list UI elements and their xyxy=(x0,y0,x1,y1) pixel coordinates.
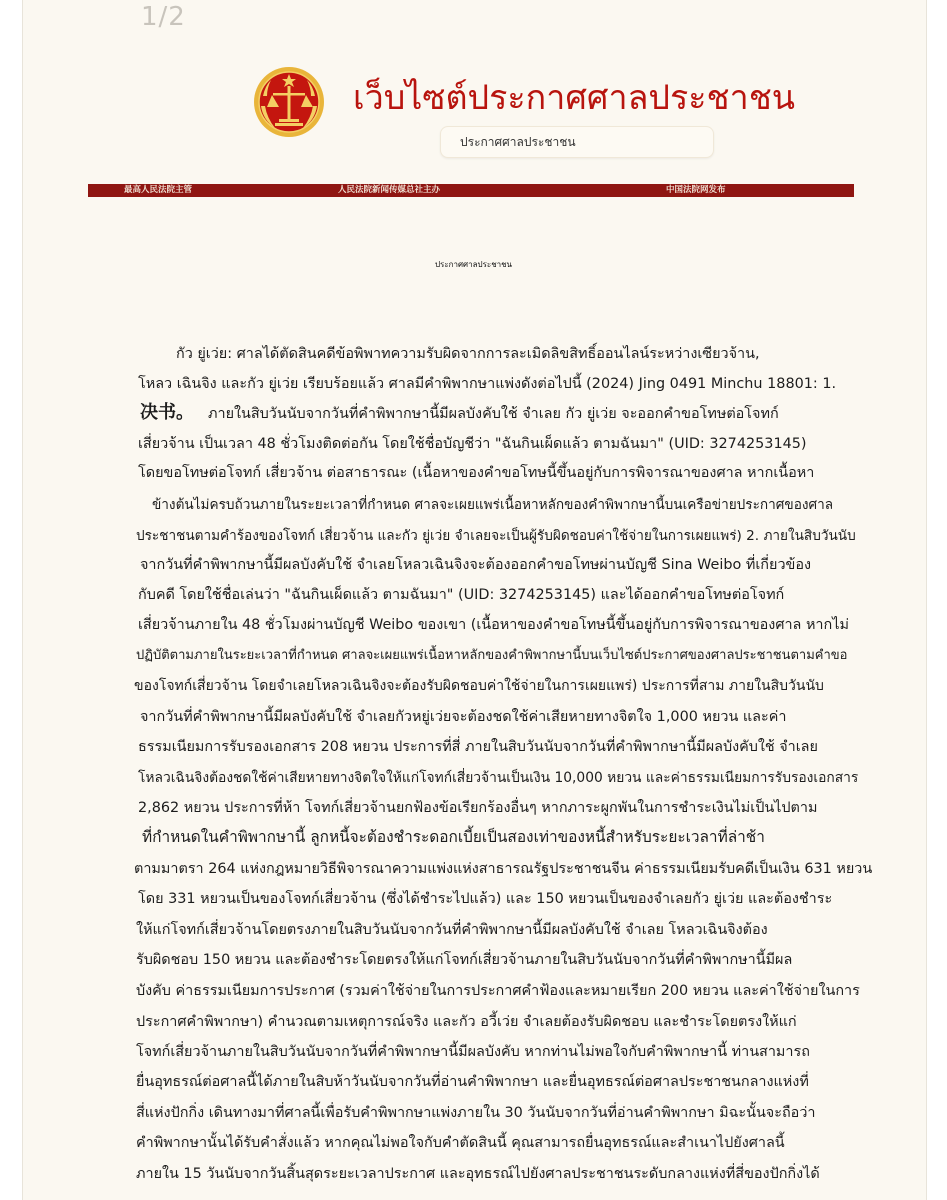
body-line: ภายในสิบวันนับจากวันที่คำพิพากษานี้มีผลบังคับใช้ จำเลย กัว ยู่เว่ย จะออกคำขอโทษต่อโจทก์ xyxy=(208,406,779,422)
body-line: ภายใน 15 วันนับจากวันสิ้นสุดระยะเวลาประกาศ และอุทธรณ์ไปยังศาลประชาชนระดับกลางแห่งที่สี่ของปักกิ่งได้ xyxy=(136,1166,820,1182)
court-emblem-icon xyxy=(253,66,325,138)
body-line: กับคดี โดยใช้ชื่อเล่นว่า "ฉันกินเผ็ดแล้ว ตามฉันมา" (UID: 3274253145) และได้ออกคำขอโทษต่อโจทก์ xyxy=(138,587,785,603)
body-line: บังคับ ค่าธรรมเนียมการประกาศ (รวมค่าใช้จ่ายในการประกาศคำฟ้องและหมายเรียก 200 หยวน และค่าใช้จ่ายในการ xyxy=(136,983,860,999)
body-line: เสี่ยวจ้าน เป็นเวลา 48 ชั่วโมงติดต่อกัน โดยใช้ชื่อบัญชีว่า "ฉันกินเผ็ดแล้ว ตามฉันมา" (UID: 3274253145) xyxy=(138,436,807,452)
body-line: ปฏิบัติตามภายในระยะเวลาที่กำหนด ศาลจะเผยแพร่เนื้อหาหลักของคำพิพากษานี้บนเว็บไซต์ประกาศของศาลประชาชนตามคำขอ xyxy=(136,648,848,663)
body-line: เสี่ยวจ้านภายใน 48 ชั่วโมงผ่านบัญชี Weibo ของเขา (เนื้อหาของคำขอโทษนี้ขึ้นอยู่กับการพิจารณาของศาล หากไม่ xyxy=(138,617,849,633)
body-line: ตามมาตรา 264 แห่งกฎหมายวิธีพิจารณาความแพ่งแห่งสาธารณรัฐประชาชนจีน ค่าธรรมเนียมรับคดีเป็นเงิน 631 หยวน xyxy=(134,861,873,877)
body-line: ให้แก่โจทก์เสี่ยวจ้านโดยตรงภายในสิบวันนับจากวันที่คำพิพากษานี้มีผลบังคับใช้ จำเลย โหลวเฉินจิงต้อง xyxy=(136,922,768,938)
body-line: กัว ยู่เว่ย: ศาลได้ตัดสินคดีข้อพิพาทความรับผิดจากการละเมิดลิขสิทธิ์ออนไลน์ระหว่างเซียวจ้าน, xyxy=(176,346,760,362)
body-line: ประชาชนตามคำร้องของโจทก์ เสี่ยวจ้าน และกัว ยู่เว่ย จำเลยจะเป็นผู้รับผิดชอบค่าใช้จ่ายในการเผยแพร่) 2. ภายในสิบวันนับ xyxy=(136,528,856,544)
band-label: 最高人民法院主管 xyxy=(124,185,193,195)
site-title: เว็บไซต์ประกาศศาลประชาชน xyxy=(353,78,796,118)
body-line: โจทก์เสี่ยวจ้านภายในสิบวันนับจากวันที่คำพิพากษานี้มีผลบังคับ หากท่านไม่พอใจกับคำพิพากษานี้ ท่านสามารถ xyxy=(136,1044,810,1060)
site-subtitle: ประกาศศาลประชาชน xyxy=(460,135,576,149)
body-line: คำพิพากษานั้นได้รับคำสั่งแล้ว หากคุณไม่พอใจกับคำตัดสินนี้ คุณสามารถยื่นอุทธรณ์และสำเนาไปยังศาลนี้ xyxy=(136,1135,785,1151)
body-line: โดย 331 หยวนเป็นของโจทก์เสี่ยวจ้าน (ซึ่งได้ชำระไปแล้ว) และ 150 หยวนเป็นของจำเลยกัว ยู่เว่ย และต้องชำระ xyxy=(138,891,833,907)
body-line: ของโจทก์เสี่ยวจ้าน โดยจำเลยโหลวเฉินจิงจะต้องรับผิดชอบค่าใช้จ่ายในการเผยแพร่) ประการที่สาม ภายในสิบวันนับ xyxy=(134,678,824,694)
body-line: ธรรมเนียมการรับรองเอกสาร 208 หยวน ประการที่สี่ ภายในสิบวันนับจากวันที่คำพิพากษานี้มีผลบังคับใช้ จำเลย xyxy=(138,739,818,755)
band-label: 人民法院新闻传媒总社主办 xyxy=(338,185,441,195)
page-number: 1/2 xyxy=(141,2,186,32)
band-label: 中国法院网发布 xyxy=(666,185,726,195)
body-line-cjk: 决书。 xyxy=(140,402,194,423)
body-line: จากวันที่คำพิพากษานี้มีผลบังคับใช้ จำเลยโหลวเฉินจิงจะต้องออกคำขอโทษผ่านบัญชี Sina Weibo ที่เกี่ยวข้อง xyxy=(140,557,812,573)
body-line: ข้างต้นไม่ครบถ้วนภายในระยะเวลาที่กำหนด ศาลจะเผยแพร่เนื้อหาหลักของคำพิพากษานี้บนเครือข่ายประกาศของศาล xyxy=(152,497,834,513)
header-band xyxy=(88,184,854,197)
document-heading: ประกาศศาลประชาชน xyxy=(434,260,513,269)
body-line: 2,862 หยวน ประการที่ห้า โจทก์เสี่ยวจ้านยกฟ้องข้อเรียกร้องอื่นๆ หากภาระผูกพันในการชำระเงินไม่เป็นไปตาม xyxy=(138,800,818,816)
body-line: ที่กำหนดในคำพิพากษานี้ ลูกหนี้จะต้องชำระดอกเบี้ยเป็นสองเท่าของหนี้สำหรับระยะเวลาที่ล่าช้า xyxy=(142,828,765,846)
body-line: โหลวเฉินจิงต้องชดใช้ค่าเสียหายทางจิตใจให้แก่โจทก์เสี่ยวจ้านเป็นเงิน 10,000 หยวน และค่าธรรมเนียมการรับรองเอกสาร xyxy=(138,770,859,786)
body-line: โดยขอโทษต่อโจทก์ เสี่ยวจ้าน ต่อสาธารณะ (เนื้อหาของคำขอโทษนี้ขึ้นอยู่กับการพิจารณาของศาล หากเนื้อหา xyxy=(138,465,815,481)
body-line: สี่แห่งปักกิ่ง เดินทางมาที่ศาลนี้เพื่อรับคำพิพากษาแพ่งภายใน 30 วันนับจากวันที่อ่านคำพิพากษา มิฉะนั้นจะถือว่า xyxy=(136,1105,816,1121)
body-line: โหลว เฉินจิง และกัว ยู่เว่ย เรียบร้อยแล้ว ศาลมีคำพิพากษาแพ่งดังต่อไปนี้ (2024) Jing 0491 Minchu 18801: 1. xyxy=(138,376,837,392)
body-line: ประกาศคำพิพากษา) คำนวณตามเหตุการณ์จริง และกัว อวี้เว่ย จำเลยต้องรับผิดชอบ และชำระโดยตรงให้แก่ xyxy=(136,1014,797,1030)
body-line: จากวันที่คำพิพากษานี้มีผลบังคับใช้ จำเลยกัวหยู่เว่ยจะต้องชดใช้ค่าเสียหายทางจิตใจ 1,000 หยวน และค่า xyxy=(140,709,787,725)
body-line: รับผิดชอบ 150 หยวน และต้องชำระโดยตรงให้แก่โจทก์เสี่ยวจ้านภายในสิบวันนับจากวันที่คำพิพากษานี้มีผล xyxy=(136,952,793,968)
body-line: ยื่นอุทธรณ์ต่อศาลนี้ได้ภายในสิบห้าวันนับจากวันที่อ่านคำพิพากษา และยื่นอุทธรณ์ต่อศาลประชาชนกลางแห่งที่ xyxy=(136,1074,809,1090)
